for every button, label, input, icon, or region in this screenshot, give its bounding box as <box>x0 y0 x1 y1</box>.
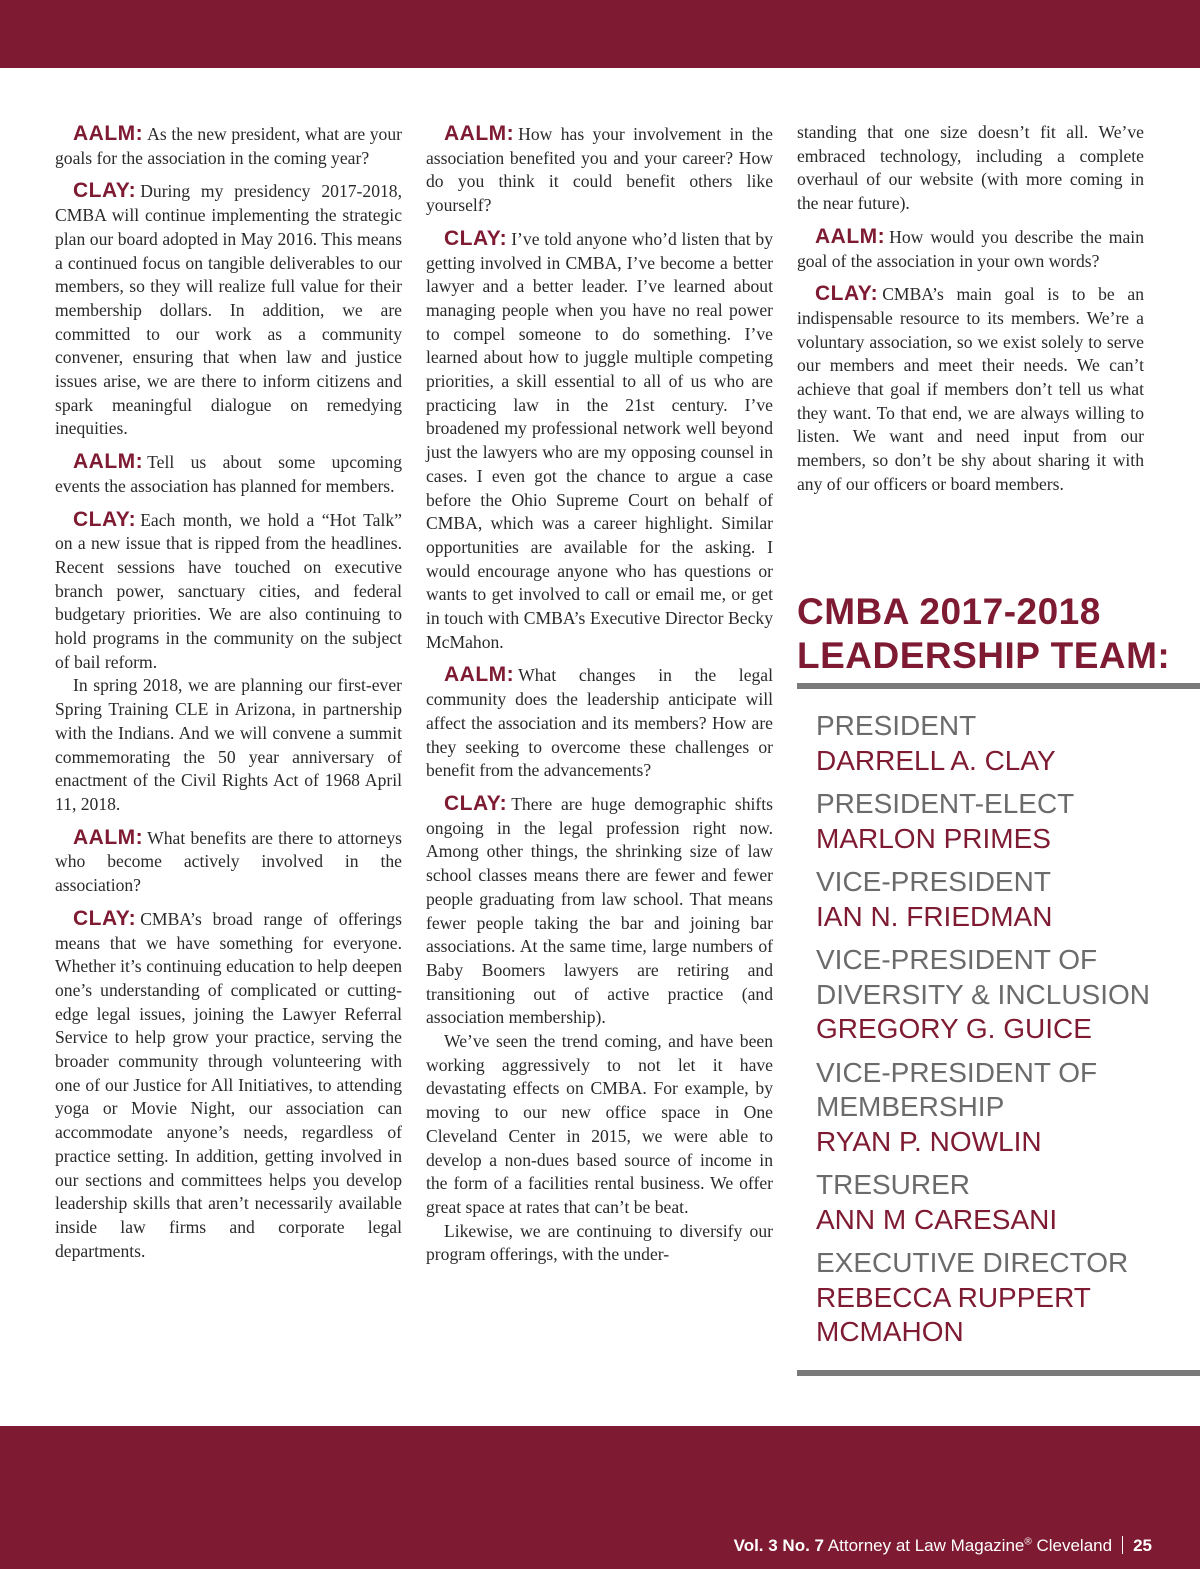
paragraph-text: Each month, we hold a “Hot Talk” on a new issue that is ripped from the headlines. Recent sessions have touched on executive branch power, sanctuary cities, and federal budgetary priorities. We are also continuing to hold programs in the community on the subject of bail reform. <box>55 509 402 672</box>
interview-paragraph <box>55 826 402 898</box>
interview-paragraph <box>55 122 402 170</box>
speaker-aalm-label: AALM: <box>444 663 515 687</box>
interview-paragraph <box>55 907 402 1264</box>
interview-paragraph <box>55 450 402 498</box>
leadership-list <box>816 709 1196 1359</box>
paragraph-text: standing that one size doesn’t fit all. We’ve embraced technology, including a complete overhaul of our website (with more coming in the near future). <box>797 122 1144 214</box>
member-role: PRESIDENT-ELECT <box>816 788 1075 819</box>
leadership-member <box>816 865 1196 934</box>
paragraph-text: CMBA’s main goal is to be an indispensable resource to its members. We’re a voluntary association, so we exist solely to serve our members and meet their needs. We can’t achieve that goal if members don’t tell us what they want. To that end, we are always willing to listen. We want and need input from our members, so don’t be shy about sharing it with any of our officers or board members. <box>797 284 1144 494</box>
speaker-aalm-label: AALM: <box>73 825 144 849</box>
interview-paragraph <box>426 663 773 783</box>
paragraph-text: I’ve told anyone who’d listen that by getting involved in CMBA, I’ve become a better lawyer and a better leader. I’ve learned about managing people when you have no real power to compel someone to do something. I’ve learned about how to juggle multiple competing priorities, a skill essential to all of us who are practicing law in the 21st century. I’ve broadened my professional network well beyond just the lawyers who are my opposing counsel in cases. I even got the chance to argue a case before the Ohio Supreme Court on behalf of CMBA, which was a career highlight. Similar opportunities are available for the asking. I would encourage anyone who has questions or wants to get involved to call or email me, or get in touch with CMBA’s Executive Director Becky McMahon. <box>426 228 773 652</box>
interview-paragraph <box>797 225 1144 273</box>
interview-paragraph <box>426 227 773 655</box>
leadership-member <box>816 1168 1196 1237</box>
speaker-clay-label: CLAY: <box>73 507 137 531</box>
speaker-clay-label: CLAY: <box>73 179 137 203</box>
interview-paragraph <box>797 121 1144 216</box>
member-name: REBECCA RUPPERT MCMAHON <box>816 1281 1091 1347</box>
paragraph-text: In spring 2018, we are planning our first-ever Spring Training CLE in Arizona, in partnership with the Indians. And we will convene a summit commemorating the 50 year anniversary of enactment of the Civil Rights Act of 1968 April 11, 2018. <box>55 675 402 814</box>
interview-paragraph <box>426 122 773 218</box>
interview-paragraph <box>426 1030 773 1220</box>
paragraph-text: What changes in the legal community does the leadership anticipate will affect the association and its members? How are they seeking to overcome these challenges or benefit from the advancements? <box>426 665 773 781</box>
interview-paragraph <box>55 674 402 816</box>
interview-paragraph <box>426 1220 773 1267</box>
paragraph-text: Likewise, we are continuing to diversify our program offerings, with the under- <box>426 1220 773 1265</box>
member-name: RYAN P. NOWLIN <box>816 1125 1042 1157</box>
member-role: VICE-PRESIDENT <box>816 866 1051 897</box>
speaker-clay-label: CLAY: <box>815 282 879 306</box>
interview-paragraph <box>797 282 1144 496</box>
paragraph-text: During my presidency 2017-2018, CMBA will continue implementing the strategic plan our board adopted in May 2016. This means a continued focus on tangible deliverables to our members, so they will realize full value for their membership dollars. In addition, we are committed to our work as a community convener, ensuring that when law and justice issues arise, we are there to inform citizens and spark meaningful dialogue on remedying inequities. <box>55 181 402 439</box>
speaker-clay-label: CLAY: <box>444 226 508 250</box>
page-footer <box>734 1536 1152 1556</box>
interview-column-3 <box>797 121 1144 506</box>
interview-paragraph <box>55 508 402 675</box>
paragraph-text: There are huge demographic shifts ongoing in the legal profession right now. Among other things, the shrinking size of law school classes means there are fewer and fewer people graduating from law school. That means fewer people taking the bar and joining bar associations. At the same time, large numbers of Baby Boomers lawyers are retiring and transitioning out of active practice (and association membership). <box>426 793 773 1028</box>
leadership-member <box>816 787 1196 856</box>
paragraph-text: Tell us about some upcoming events the association has planned for members. <box>55 452 402 496</box>
member-role: PRESIDENT <box>816 710 977 741</box>
speaker-clay-label: CLAY: <box>444 791 508 815</box>
speaker-aalm-label: AALM: <box>815 224 886 248</box>
footer-separator <box>1122 1536 1123 1554</box>
registered-mark: ® <box>1024 1536 1032 1548</box>
leadership-rule-bottom <box>797 1370 1200 1376</box>
speaker-aalm-label: AALM: <box>73 450 144 474</box>
page-number: 25 <box>1133 1536 1152 1555</box>
footer-issue: Vol. 3 No. 7 <box>733 1536 824 1555</box>
leadership-member <box>816 943 1196 1047</box>
member-name: DARRELL A. CLAY <box>816 744 1056 776</box>
member-name: IAN N. FRIEDMAN <box>816 900 1053 932</box>
paragraph-text: How has your involvement in the association benefited you and your career? How do you think it could benefit others like yourself? <box>426 124 773 216</box>
paragraph-text: As the new president, what are your goals for the association in the coming year? <box>55 124 402 168</box>
leadership-rule-top <box>797 683 1200 689</box>
paragraph-text: How would you describe the main goal of the association in your own words? <box>797 226 1144 271</box>
interview-column-1 <box>55 122 402 1272</box>
interview-paragraph <box>55 179 402 441</box>
member-role: VICE-PRESIDENT OF MEMBERSHIP <box>816 1056 1098 1122</box>
footer-city: Cleveland <box>1036 1536 1113 1555</box>
paragraph-text: We’ve seen the trend coming, and have been working aggressively to not let it have devastating effects on CMBA. For example, by moving to our new office space in One Cleveland Center in 2015, we were able to develop a non-dues based source of income in the form of a facilities rental business. We offer great space at rates that can’t be beat. <box>426 1031 773 1217</box>
top-banner <box>0 0 1200 68</box>
interview-column-2 <box>426 122 773 1276</box>
paragraph-text: CMBA’s broad range of offerings means that we have something for everyone. Whether it’s continuing education to help deepen one’s understanding of complicated or cutting-edge legal issues, joining the Lawyer Referral Service to help grow your practice, serving the broader community through volunteering with one of our Justice for All Initiatives, to attending yoga or Movie Night, our association can accommodate anyone’s needs, regardless of practice setting. In addition, getting involved in our sections and committees helps you develop leadership skills that aren’t necessarily available inside law firms and corporate legal departments. <box>55 908 402 1261</box>
member-role: EXECUTIVE DIRECTOR <box>816 1247 1129 1278</box>
member-name: ANN M CARESANI <box>816 1203 1058 1235</box>
leadership-member <box>816 709 1196 778</box>
paragraph-text: What benefits are there to attorneys who become actively involved in the association? <box>55 827 402 896</box>
speaker-clay-label: CLAY: <box>73 906 137 930</box>
member-role: VICE-PRESIDENT OF DIVERSITY & INCLUSION <box>816 944 1151 1010</box>
speaker-aalm-label: AALM: <box>444 122 515 145</box>
member-role: TRESURER <box>816 1169 971 1200</box>
member-name: GREGORY G. GUICE <box>816 1013 1092 1044</box>
leadership-title: CMBA 2017-2018 LEADERSHIP TEAM: <box>797 591 1171 676</box>
interview-paragraph <box>426 792 773 1030</box>
speaker-aalm-label: AALM: <box>73 122 144 145</box>
member-name: MARLON PRIMES <box>816 822 1051 854</box>
leadership-member <box>816 1246 1196 1350</box>
leadership-member <box>816 1056 1196 1160</box>
footer-magazine: Attorney at Law Magazine <box>827 1536 1025 1555</box>
